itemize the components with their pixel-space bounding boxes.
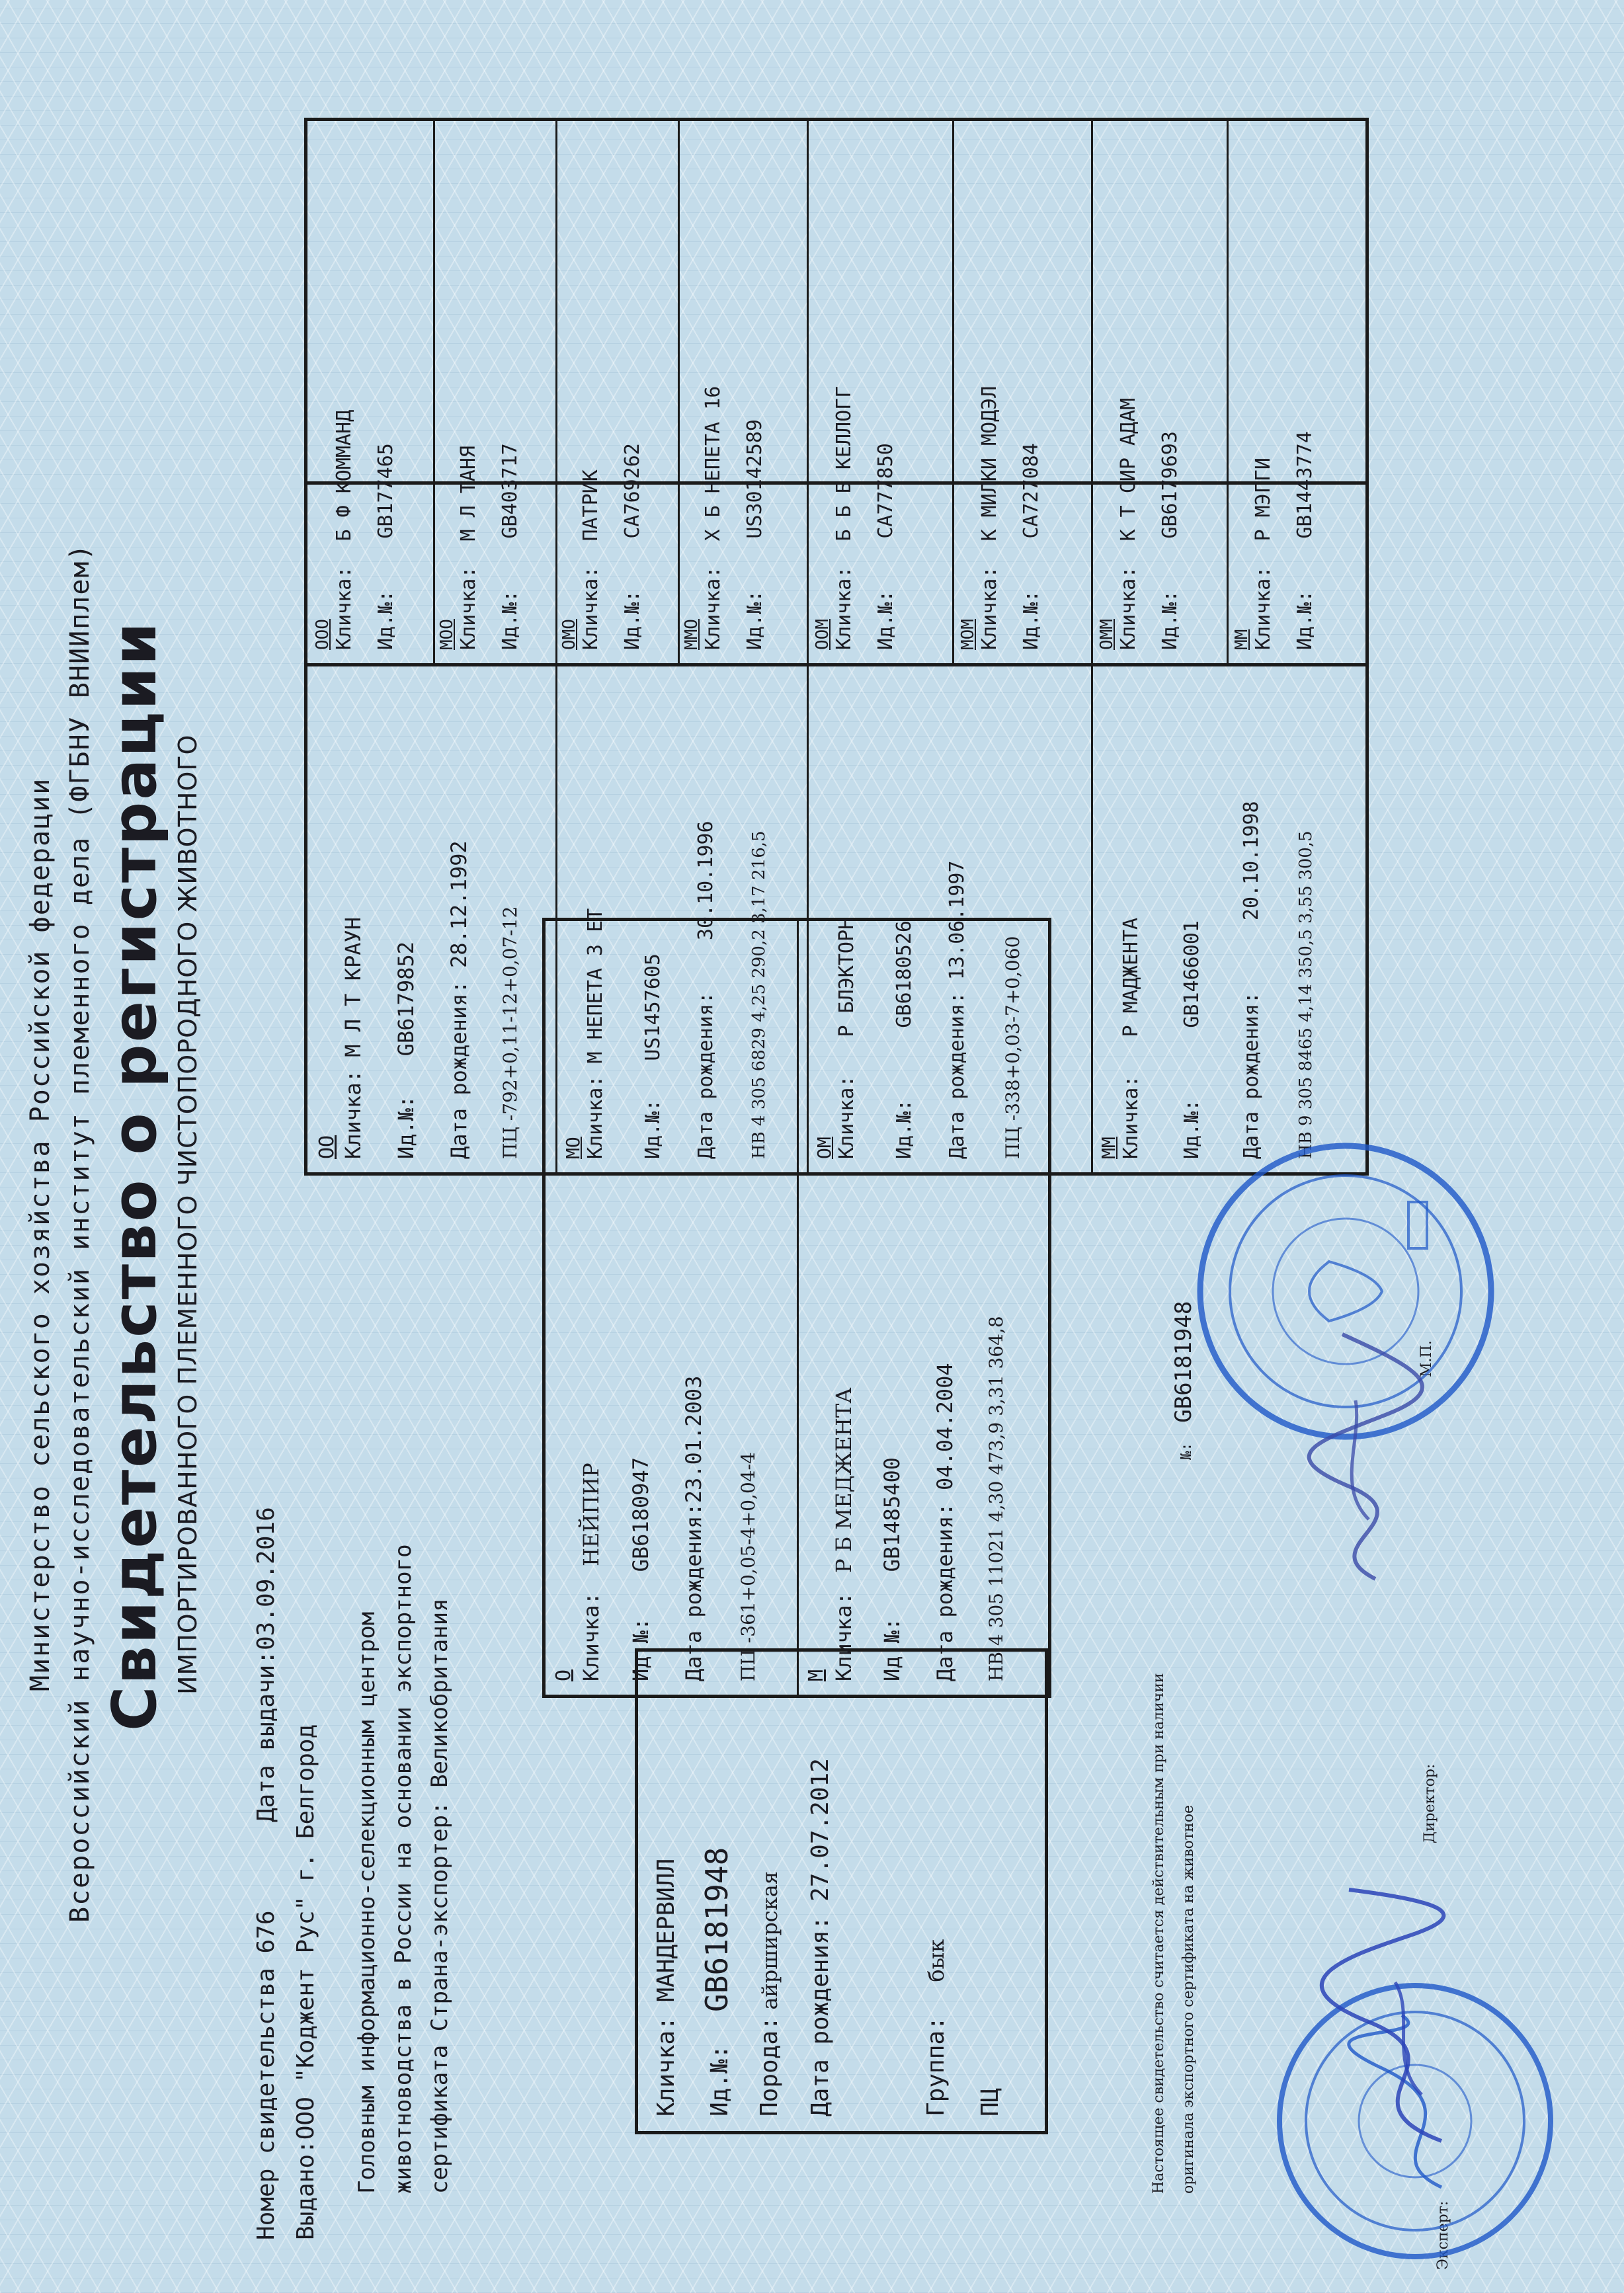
mm-name-label: Кличка: xyxy=(1119,1075,1143,1159)
issue-date: 03.09.2016 xyxy=(253,1507,280,1650)
certificate-number: 676 xyxy=(253,1910,280,1954)
issued-to-label: Выдано: xyxy=(292,2140,319,2240)
animal-birth: 27.07.2012 xyxy=(807,1758,834,1902)
ggp-name-label: Кличка: xyxy=(832,566,856,650)
mo-name-label: Кличка: xyxy=(584,1075,607,1159)
ggp-code: МОО xyxy=(437,619,457,650)
ggp-code: ОМО xyxy=(559,619,579,650)
mother-code: М xyxy=(805,1669,828,1681)
mo-id-label: Ид.№: xyxy=(641,1099,665,1159)
mo-birth-row xyxy=(694,821,717,1159)
ggp-item-mmo xyxy=(682,386,766,650)
animal-name-label: Кличка: xyxy=(653,2016,680,2116)
issued-to: ООО "Коджент Рус" г. Белгород xyxy=(292,1724,319,2140)
ggp-divider-7 xyxy=(1227,121,1229,663)
ggp-divider-3 xyxy=(678,121,680,663)
ggp-code: ООМ xyxy=(813,619,832,650)
oo-code: ОО xyxy=(315,1135,339,1159)
mm-id-label: Ид.№: xyxy=(1180,1099,1203,1159)
animal-group: бык xyxy=(924,1939,949,1982)
ggp-name: Х Б НЕПЕТА 16 xyxy=(702,385,725,542)
issued-to-row xyxy=(292,1724,319,2240)
mother-birth-label: Дата рождения: xyxy=(932,1503,957,1681)
mother-birth-row xyxy=(932,1363,957,1681)
oo-name-label: Кличка: xyxy=(341,1070,366,1159)
father-name-row xyxy=(579,1463,604,1681)
ggp-code: ООО xyxy=(313,619,333,650)
mm-name: Р МАДЖЕНТА xyxy=(1119,917,1143,1037)
center-line-1: Головным информационно-селекционным центром xyxy=(354,1611,380,2194)
mm-birth-label: Дата рождения: xyxy=(1240,992,1263,1159)
ggp-item-oom xyxy=(813,386,897,650)
ggp-name: Б Ф КОММАНД xyxy=(333,409,356,542)
ggp-id: CA727084 xyxy=(1020,443,1043,539)
ggp-divider-5 xyxy=(952,121,954,663)
ggp-item-ooo xyxy=(313,410,397,650)
ggp-name-label: Кличка: xyxy=(978,566,1001,650)
mm-name-row xyxy=(1119,918,1143,1159)
mo-name: М НЕПЕТА 3 ЕТ xyxy=(584,908,607,1064)
oo-pc: ПЦ -792+0,11-12+0,07-12 xyxy=(499,906,521,1159)
animal-id: GB6181948 xyxy=(699,1847,735,2012)
ggp-name-label: Кличка: xyxy=(1252,566,1275,650)
mo-id: US1457605 xyxy=(641,953,665,1061)
institute-line: Всероссийский научно-исследовательский институт племенного дела (ФГБНУ ВНИИплем) xyxy=(65,543,95,1923)
animal-pc-label: ПЦ xyxy=(977,2087,1004,2116)
ggp-id-label: Ид.№: xyxy=(374,590,397,650)
father-id-row xyxy=(628,1457,653,1681)
mo-name-row xyxy=(584,908,607,1159)
animal-breed-row xyxy=(756,1871,783,2116)
om-id-label: Ид.№: xyxy=(893,1099,916,1159)
certificate-number-label: Номер свидетельства xyxy=(253,1968,280,2240)
father-id: GB6180947 xyxy=(628,1457,653,1572)
om-name-label: Кличка: xyxy=(835,1075,858,1159)
ggp-id-label: Ид.№: xyxy=(874,590,897,650)
om-birth: 13.06.1997 xyxy=(946,860,969,981)
ggp-name: М Л ТАНЯ xyxy=(457,446,480,542)
animal-group-label: Группа: xyxy=(922,2016,950,2116)
oo-id: GB6179852 xyxy=(393,942,419,1057)
mm-hb: НВ 9 305 8465 4,14 350,5 3,55 300,5 xyxy=(1296,830,1316,1159)
mp-label: М.П. xyxy=(1418,1340,1435,1377)
ggp-item-omm xyxy=(1097,398,1182,650)
ggp-id-label: Ид.№: xyxy=(743,590,766,650)
validity-line-1: Настоящее свидетельство считается действительным при наличии xyxy=(1151,1673,1167,2194)
animal-group-row xyxy=(922,1939,950,2116)
mm-birth-row xyxy=(1240,801,1263,1159)
ggp-id-label: Ид.№: xyxy=(621,590,644,650)
mother-id-row xyxy=(879,1457,905,1681)
ministry-line: Министерство сельского хозяйства Российской федерации xyxy=(25,777,56,1691)
mother-name-row xyxy=(831,1388,856,1681)
ggp-name: Р МЭГГИ xyxy=(1252,458,1275,542)
ggp-id: GB177465 xyxy=(374,443,397,539)
om-code: ОМ xyxy=(813,1137,835,1159)
ggp-name-label: Кличка: xyxy=(333,566,356,650)
director-signature xyxy=(1296,1321,1441,1599)
father-name-label: Кличка: xyxy=(579,1592,604,1681)
issue-date-label: Дата выдачи: xyxy=(253,1650,280,1823)
om-id-row xyxy=(893,920,916,1159)
ggp-divider-2 xyxy=(555,121,557,663)
om-id: GB6180526 xyxy=(893,920,916,1028)
ggp-code: ОММ xyxy=(1097,619,1117,650)
father-id-label: Ид.№: xyxy=(628,1617,653,1681)
father-pc: ПЦ -361+0,05-4+0,04-4 xyxy=(737,1452,759,1681)
animal-birth-row xyxy=(807,1758,834,2116)
oo-birth: 28.12.1992 xyxy=(446,840,471,969)
oo-name: М Л Т КРАУН xyxy=(341,916,366,1057)
ggp-name-label: Кличка: xyxy=(457,566,480,650)
ggp-item-moo xyxy=(437,443,522,650)
ggp-divider-1 xyxy=(433,121,435,663)
ggp-code: ММО xyxy=(682,619,702,650)
ggp-name-label: Кличка: xyxy=(702,566,725,650)
animal-id-label: Ид.№: xyxy=(706,2044,733,2116)
mother-name: Р Б МЕДЖЕНТА xyxy=(831,1387,856,1573)
ggp-code: ММ xyxy=(1232,629,1252,650)
ggp-divider-4 xyxy=(807,121,809,663)
ggp-id-label: Ид.№: xyxy=(1293,590,1317,650)
ggp-name: ПАТРИК xyxy=(579,469,602,542)
animal-id-row xyxy=(699,1847,735,2116)
oo-birth-label: Дата рождения: xyxy=(446,981,471,1159)
father-birth-label: Дата рождения: xyxy=(681,1503,706,1681)
footer-cert-no-label: №: xyxy=(1178,1442,1195,1460)
ggp-id: CA777850 xyxy=(874,443,897,539)
expert-label: Эксперт: xyxy=(1435,2200,1451,2270)
expert-signature xyxy=(1309,1876,1481,2154)
mother-id-label: Ид.№: xyxy=(879,1617,905,1681)
animal-name: МАНДЕРВИЛЛ xyxy=(653,1858,680,2002)
ggp-id-label: Ид.№: xyxy=(1020,590,1043,650)
center-line-3: сертификата Страна-экспортер: Великобритания xyxy=(426,1598,453,2194)
validity-line-2: оригинала экспортного сертификата на животное xyxy=(1180,1805,1197,2194)
great-grandparents-box xyxy=(304,118,1369,666)
father-birth-row xyxy=(681,1376,706,1681)
ggp-divider-6 xyxy=(1091,121,1093,663)
ggp-id: CA769262 xyxy=(621,443,644,539)
om-birth-row xyxy=(946,860,969,1159)
father-name: НЕЙПИР xyxy=(579,1463,604,1566)
animal-box xyxy=(635,1648,1048,2134)
om-pc: ПЦ -338+0,03-7+0,060 xyxy=(1002,936,1024,1159)
ggp-id: GB1443774 xyxy=(1293,431,1317,539)
document-title: Свидетельство о регистрации xyxy=(99,620,170,1731)
oo-id-label: Ид.№: xyxy=(393,1095,419,1159)
mo-id-row xyxy=(641,953,665,1159)
ggp-id: US30142589 xyxy=(743,419,766,539)
father-birth: 23.01.2003 xyxy=(681,1375,706,1504)
mm-id-row xyxy=(1180,920,1203,1159)
father-code: О xyxy=(552,1669,575,1681)
ggp-name: К МИЛКИ МОДЭЛ xyxy=(978,385,1001,542)
ggp-name-label: Кличка: xyxy=(1117,566,1140,650)
mm-birth: 20.10.1998 xyxy=(1240,801,1263,921)
footer-cert-no: GB6181948 xyxy=(1170,1301,1197,1423)
mo-birth: 30.10.1996 xyxy=(694,821,717,941)
animal-name-row xyxy=(653,1859,680,2116)
certificate-number-row xyxy=(253,1507,280,2240)
mother-id: GB1485400 xyxy=(879,1457,905,1572)
mo-birth-label: Дата рождения: xyxy=(694,992,717,1159)
animal-breed-label: Порода: xyxy=(756,2016,783,2116)
mo-code: МО xyxy=(562,1137,584,1159)
mother-hb: НВ 4 305 11021 4,30 473,9 3,31 364,8 xyxy=(985,1316,1007,1681)
ggp-id: GB403717 xyxy=(499,443,522,539)
oo-id-row xyxy=(393,942,419,1159)
om-name-row xyxy=(835,918,858,1159)
animal-breed: айрширская xyxy=(757,1871,782,2010)
ggp-id-label: Ид.№: xyxy=(499,590,522,650)
oo-birth-row xyxy=(446,840,471,1159)
ggp-item-mm xyxy=(1232,431,1317,650)
ggp-item-omo xyxy=(559,443,644,650)
mother-name-label: Кличка: xyxy=(831,1592,856,1681)
mo-hb: НВ 4 305 6829 4,25 290,2 3,17 216,5 xyxy=(749,830,769,1159)
ggp-name: К Т СИР АДАМ xyxy=(1117,397,1140,542)
mother-birth: 04.04.2004 xyxy=(932,1363,957,1491)
document-subtitle: ИМПОРТИРОВАННОГО ПЛЕМЕННОГО ЧИСТОПОРОДНОГО ЖИВОТНОГО xyxy=(173,734,202,1695)
ggp-id-label: Ид.№: xyxy=(1158,590,1182,650)
om-birth-label: Дата рождения: xyxy=(946,992,969,1159)
oo-name-row xyxy=(341,917,366,1159)
om-name: Р БЛЭКТОРН xyxy=(835,917,858,1037)
mm-code: ММ xyxy=(1098,1137,1119,1159)
ggp-code: МОМ xyxy=(958,619,978,650)
director-label: Директор: xyxy=(1422,1763,1438,1843)
ggp-name-label: Кличка: xyxy=(579,566,602,650)
animal-birth-label: Дата рождения: xyxy=(807,1915,834,2116)
mm-id: GB1466001 xyxy=(1180,920,1203,1028)
ggp-id: GB6179693 xyxy=(1158,431,1182,539)
ggp-name: Б Б Б КЕЛЛОГГ xyxy=(832,385,856,542)
ggp-item-mom xyxy=(958,386,1043,650)
center-line-2: животноводства в России на основании экспортного xyxy=(390,1544,417,2194)
